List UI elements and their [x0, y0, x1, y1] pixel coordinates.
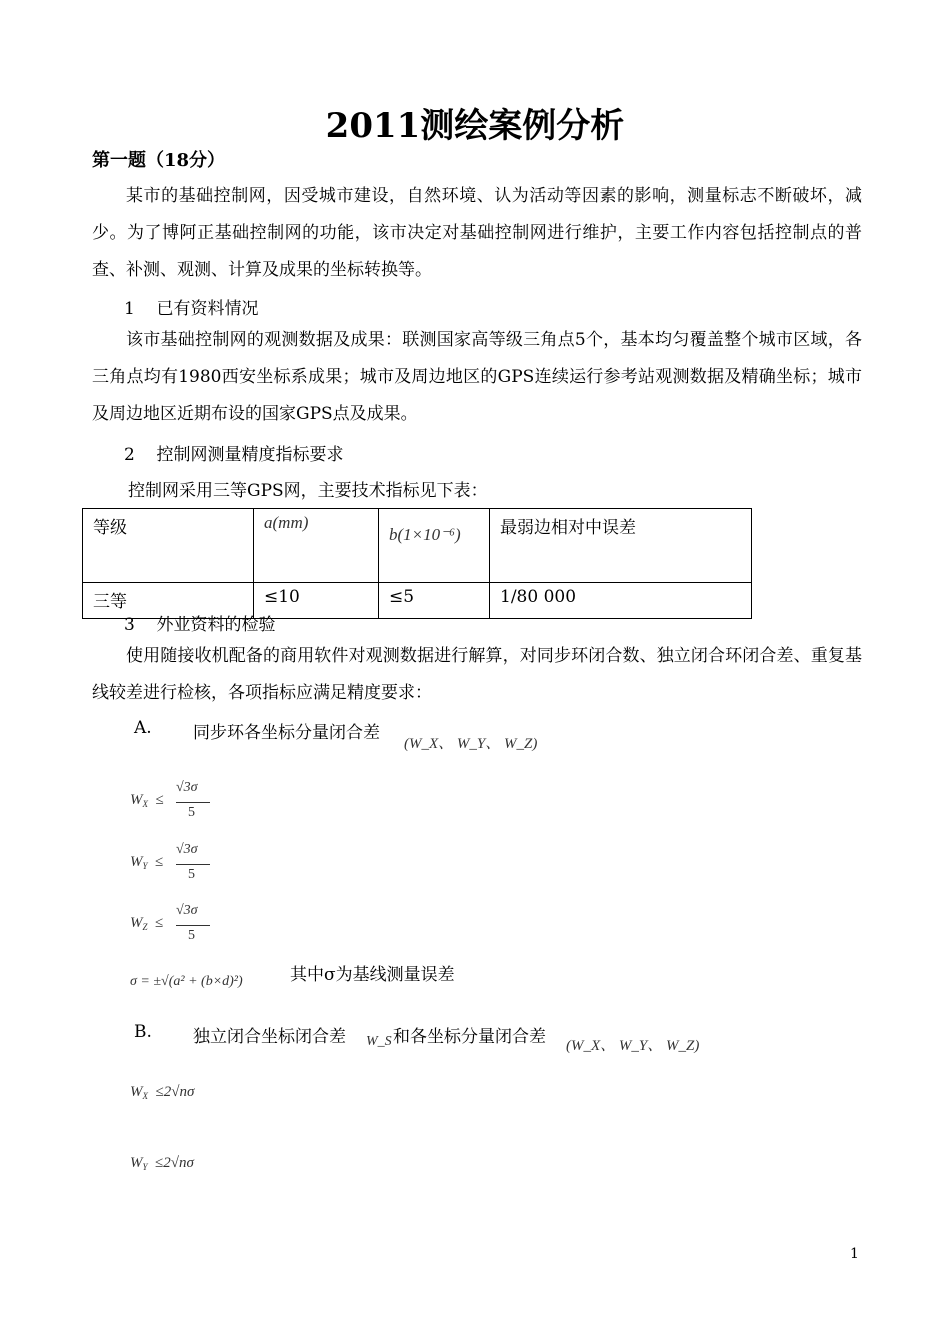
section-1-number: 1: [124, 299, 135, 319]
table-cell: 三等: [83, 583, 254, 619]
item-b-label: B.: [134, 1022, 152, 1042]
intro-paragraph: 某市的基础控制网，因受城市建设，自然环境、认为活动等因素的影响，测量标志不断破坏，减少。为了博阿正基础控制网的功能，该市决定对基础控制网进行维护，主要工作内容包括控制点的普查、补测、观测、计算及成果的坐标转换等。: [92, 186, 862, 280]
formula-wx-lhs: $W_X$ ≤: [130, 792, 164, 809]
section-3-title: 外业资料的检验: [156, 615, 276, 635]
item-b-ws: W_S: [366, 1034, 392, 1049]
item-b-text: 独立闭合坐标闭合差: [193, 1027, 346, 1047]
table-cell: 1/80 000: [490, 583, 752, 619]
formula-wz-fraction: √3σ 5: [176, 903, 216, 949]
item-b-math: (W_X、 W_Y、 W_Z): [566, 1038, 700, 1054]
formula-wx-fraction: √3σ 5: [176, 780, 216, 826]
page-number: 1: [850, 1246, 859, 1262]
table-cell: ≤5: [379, 583, 490, 619]
section-2-paragraph: 控制网采用三等GPS网，主要技术指标见下表：: [128, 481, 488, 501]
section-1-heading: [124, 294, 258, 319]
formula-b-wx: $W_X \le 2√n\sigma$: [130, 1084, 195, 1101]
formula-wy-lhs: $W_Y$ ≤: [130, 854, 164, 871]
table-cell: ≤10: [254, 583, 379, 619]
section-2-number: 2: [124, 445, 135, 465]
item-b-text-2: 和各坐标分量闭合差: [393, 1027, 546, 1047]
section-3-paragraph: 使用随接收机配备的商用软件对观测数据进行解算，对同步环闭合数、独立闭合环闭合差、重复基线较差进行检核，各项指标应满足精度要求：: [92, 646, 862, 703]
formula-b-wy: $W_Y \le 2√n\sigma$: [130, 1155, 194, 1172]
table-header-cell: b(1×10⁻⁶): [379, 509, 490, 583]
sigma-note: 其中σ为基线测量误差: [290, 965, 455, 985]
document-title: 2011测绘案例分析: [325, 106, 625, 146]
table-header-row: [83, 509, 752, 583]
item-a-math: (W_X、 W_Y、 W_Z): [404, 736, 538, 752]
section-1-title: 已有资料情况: [156, 299, 259, 319]
table-header-cell: 等级: [83, 509, 254, 583]
table-header-cell: 最弱边相对中误差: [490, 509, 752, 583]
section-1-paragraph: 该市基础控制网的观测数据及成果：联测国家高等级三角点5个，基本均匀覆盖整个城市区域，各三角点均有1980西安坐标系成果；城市及周边地区的GPS连续运行参考站观测数据及精确坐标；城市及周边地区近期布设的国家GPS点及成果。: [92, 330, 862, 424]
item-a-text: 同步环各坐标分量闭合差: [193, 723, 380, 743]
spec-table: [82, 508, 752, 619]
sigma-formula: σ = ±√(a² + (b×d)²): [130, 974, 243, 989]
item-a-label: A.: [134, 718, 152, 738]
section-2-title: 控制网测量精度指标要求: [156, 445, 344, 465]
section-2-heading: [124, 440, 343, 465]
section-3-number: 3: [124, 615, 135, 635]
formula-wz-lhs: $W_Z$ ≤: [130, 915, 164, 932]
formula-wy-fraction: √3σ 5: [176, 842, 216, 888]
table-header-cell: a(mm): [254, 509, 379, 583]
section-3-heading: [124, 610, 275, 635]
question-heading: 第一题（18分）: [92, 150, 226, 171]
